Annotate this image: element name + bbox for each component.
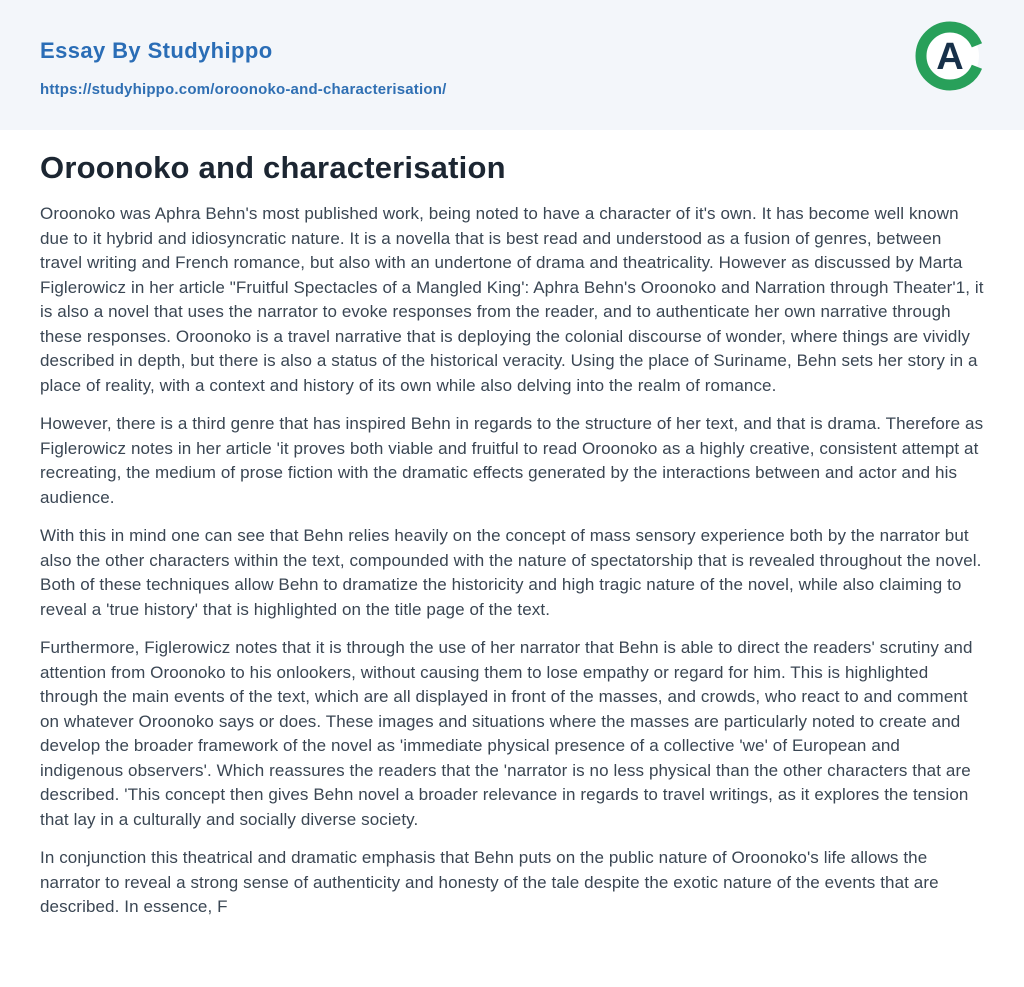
brand-title: Essay By Studyhippo xyxy=(40,38,273,63)
page-title: Oroonoko and characterisation xyxy=(40,150,506,185)
paragraph-5: In conjunction this theatrical and dramatic emphasis that Behn puts on the public nature of Oroonoko's life allows the narrator to reveal a strong sense of authenticity and honesty of the tale despite the exotic nature of the events that are described. In essence, F xyxy=(40,848,939,916)
paragraph-1: Oroonoko was Aphra Behn's most published work, being noted to have a character of it's own. It has become well known due to it hybrid and idiosyncratic nature. It is a novella that is best read and understood as a fusion of genres, between travel writing and French romance, but also with an undertone of drama and theatricality. However as discussed by Marta Figlerowicz in her article "Fruitful Spectacles of a Mangled King': Aphra Behn's Oroonoko and Narration through Theater'1, it is also a novel that uses the narrator to evoke responses from the reader, and to authenticate her own narrative through these responses. Oroonoko is a travel narrative that is deploying the colonial discourse of wonder, where things are vividly described in depth, but there is also a status of the historical veracity. Using the place of Suriname, Behn sets her story in a place of reality, with a context and history of its own while also delving into the realm of romance. xyxy=(40,204,984,395)
paragraph-4: Furthermore, Figlerowicz notes that it is through the use of her narrator that Behn is able to direct the readers' scrutiny and attention from Oroonoko to his onlookers, without causing them to lose empathy or regard for him. This is highlighted through the main events of the text, which are all displayed in front of the masses, and crowds, who react to and comment on whatever Oroonoko says or does. These images and situations where the masses are particularly noted to create and develop the broader framework of the novel as 'immediate physical presence of a collective 'we' of European and indigenous observers'. Which reassures the readers that the 'narrator is no less physical than the other characters that are described. 'This concept then gives Behn novel a broader relevance in regards to travel writings, as it explores the tension that lay in a culturally and socially diverse society. xyxy=(40,638,973,829)
article-content xyxy=(0,130,1024,920)
logo-letter: A xyxy=(936,36,964,78)
paragraph-3: With this in mind one can see that Behn relies heavily on the concept of mass sensory experience both by the narrator but also the other characters within the text, compounded with the nature of spectatorship that is revealed throughout the novel. Both of these techniques allow Behn to dramatize the historicity and high tragic nature of the novel, while also claiming to reveal a 'true history' that is highlighted on the title page of the text. xyxy=(40,526,982,619)
site-header xyxy=(0,0,1024,130)
studyhippo-logo-icon xyxy=(914,20,986,92)
header-text-block xyxy=(40,38,984,99)
article-url-link[interactable]: https://studyhippo.com/oroonoko-and-characterisation/ xyxy=(40,81,447,98)
paragraph-2: However, there is a third genre that has inspired Behn in regards to the structure of her text, and that is drama. Therefore as Figlerowicz notes in her article 'it proves both viable and fruitful to read Oroonoko as a highly creative, consistent attempt at recreating, the medium of prose fiction with the dramatic effects generated by the interactions between and actor and his audience. xyxy=(40,414,984,507)
